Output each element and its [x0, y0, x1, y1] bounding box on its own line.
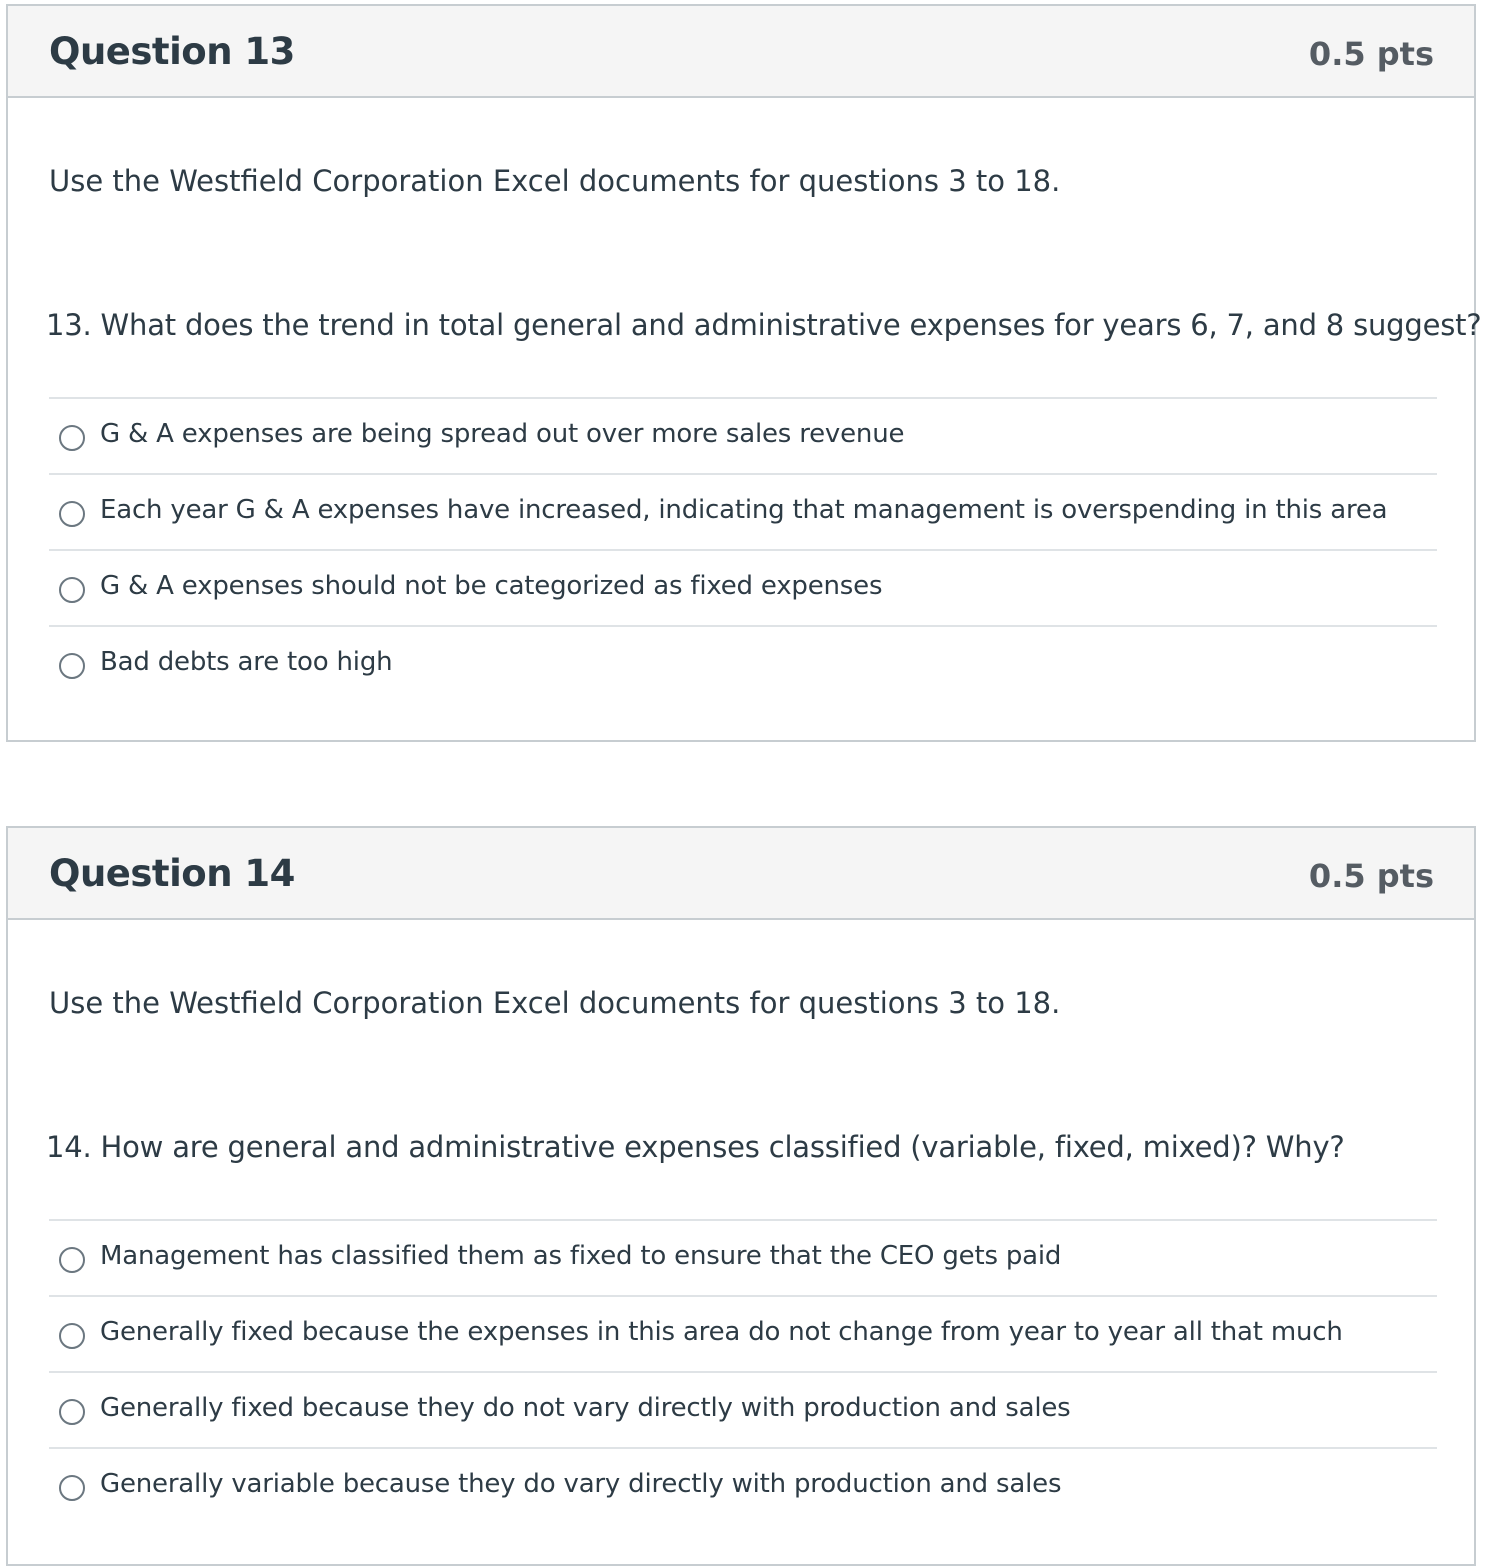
- question-text: 13. What does the trend in total general and administrative expenses for years 6, 7, and 8 suggest?: [46, 308, 1482, 342]
- answer-label[interactable]: Each year G & A expenses have increased, indicating that management is overspending in this area: [100, 495, 1388, 525]
- radio-button[interactable]: [59, 577, 85, 603]
- answer-label[interactable]: Management has classified them as fixed to ensure that the CEO gets paid: [100, 1241, 1062, 1271]
- answer-label[interactable]: Generally fixed because the expenses in this area do not change from year to year all that much: [100, 1317, 1343, 1347]
- answer-option[interactable]: [49, 551, 1437, 627]
- radio-button[interactable]: [59, 425, 85, 451]
- answer-option[interactable]: [49, 1297, 1437, 1373]
- question-title: Question 14: [49, 852, 295, 895]
- answer-label[interactable]: G & A expenses are being spread out over more sales revenue: [100, 419, 905, 449]
- answer-option[interactable]: [49, 399, 1437, 475]
- radio-button[interactable]: [59, 653, 85, 679]
- answer-option[interactable]: [49, 1221, 1437, 1297]
- answer-option[interactable]: [49, 1449, 1437, 1523]
- radio-button[interactable]: [59, 1247, 85, 1273]
- question-title: Question 13: [49, 30, 295, 73]
- answer-option[interactable]: [49, 475, 1437, 551]
- question-intro: Use the Westfield Corporation Excel documents for questions 3 to 18.: [49, 986, 1061, 1020]
- answer-option[interactable]: [49, 1373, 1437, 1449]
- question-13-card: [6, 4, 1482, 742]
- radio-button[interactable]: [59, 1323, 85, 1349]
- question-header: [8, 828, 1474, 920]
- answer-label[interactable]: Generally fixed because they do not vary directly with production and sales: [100, 1393, 1071, 1423]
- question-intro: Use the Westfield Corporation Excel documents for questions 3 to 18.: [49, 164, 1061, 198]
- answer-label[interactable]: G & A expenses should not be categorized as fixed expenses: [100, 571, 883, 601]
- answer-label[interactable]: Bad debts are too high: [100, 647, 393, 677]
- question-14-card: [6, 826, 1476, 1566]
- answer-option[interactable]: [49, 627, 1437, 701]
- answer-list: [49, 1219, 1437, 1523]
- answer-label[interactable]: Generally variable because they do vary directly with production and sales: [100, 1469, 1062, 1499]
- question-points: 0.5 pts: [1308, 857, 1434, 895]
- radio-button[interactable]: [59, 501, 85, 527]
- question-text: 14. How are general and administrative expenses classified (variable, fixed, mixed)? Why?: [46, 1130, 1345, 1164]
- answer-list: [49, 397, 1437, 701]
- question-header: [8, 6, 1474, 98]
- radio-button[interactable]: [59, 1399, 85, 1425]
- question-points: 0.5 pts: [1308, 35, 1434, 73]
- radio-button[interactable]: [59, 1475, 85, 1501]
